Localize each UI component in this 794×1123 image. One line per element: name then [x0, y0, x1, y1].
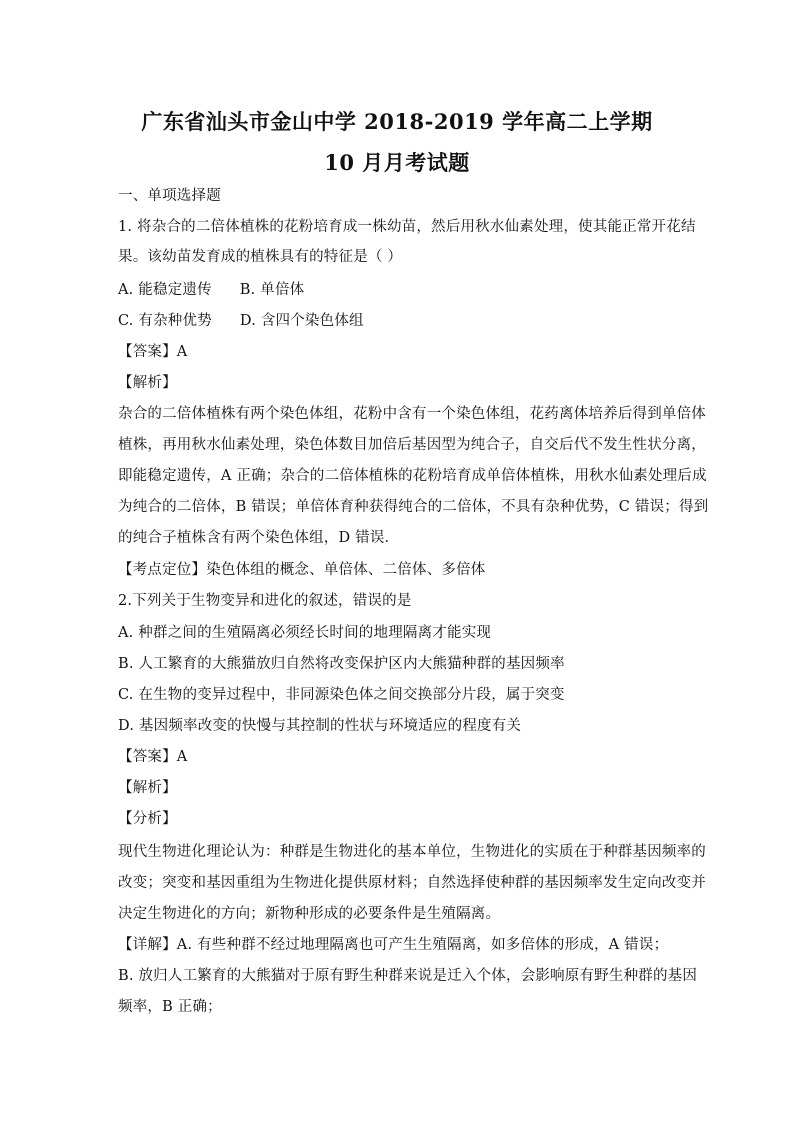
q2-xiangjie-line: B. 放归人工繁育的大熊猫对于原有野生种群来说是迁入个体，会影响原有野生种群的基因 — [118, 968, 698, 984]
q1-answer: 【答案】A — [118, 344, 188, 360]
q1-analysis-label: 【解析】 — [118, 375, 177, 391]
q2-option-a: A. 种群之间的生殖隔离必须经长时间的地理隔离才能实现 — [118, 625, 492, 641]
q2-stem: 2.下列关于生物变异和进化的叙述，错误的是 — [118, 593, 412, 609]
q2-fenxi-line: 现代生物进化理论认为：种群是生物进化的基本单位，生物进化的实质在于种群基因频率的 — [118, 844, 706, 860]
q2-xiangjie-line: 频率，B 正确； — [118, 999, 222, 1015]
q1-options-cd — [118, 311, 678, 331]
q1-analysis-line: 的纯合子植株含有两个染色体组，D 错误． — [118, 530, 400, 546]
q1-analysis-line: 即能稳定遗传，A 正确；杂合的二倍体植株的花粉培育成单倍体植株，用秋水仙素处理后成 — [118, 468, 707, 484]
q1-stem-line1: 1. 将杂合的二倍体植株的花粉培育成一株幼苗，然后用秋水仙素处理，使其能正常开花结 — [118, 219, 696, 235]
q2-option-c: C. 在生物的变异过程中，非同源染色体之间交换部分片段，属于突变 — [118, 687, 565, 703]
q2-option-d: D. 基因频率改变的快慢与其控制的性状与环境适应的程度有关 — [118, 718, 522, 734]
q1-stem-line2: 果。该幼苗发育成的植株具有的特征是（ ） — [118, 249, 403, 265]
doc-title-line1: 广东省汕头市金山中学 2018-2019 学年高二上学期 — [141, 109, 653, 134]
q2-xiangjie-line: 【详解】A. 有些种群不经过地理隔离也可产生生殖隔离，如多倍体的形成，A 错误； — [118, 937, 669, 953]
q1-option-a: A. 能稳定遗传 — [118, 282, 212, 298]
q2-option-b: B. 人工繁育的大熊猫放归自然将改变保护区内大熊猫种群的基因频率 — [118, 656, 565, 672]
q1-option-c: C. 有杂种优势 — [118, 313, 212, 329]
q1-analysis-line: 杂合的二倍体植株有两个染色体组，花粉中含有一个染色体组，花药离体培养后得到单倍体 — [118, 406, 706, 422]
q2-analysis-label: 【解析】 — [118, 780, 177, 796]
section-heading: 一、单项选择题 — [118, 188, 221, 204]
q2-fenxi-label: 【分析】 — [118, 811, 177, 827]
q1-kaodian: 【考点定位】染色体组的概念、单倍体、二倍体、多倍体 — [118, 562, 486, 578]
q1-analysis-line: 植株，再用秋水仙素处理，染色体数目加倍后基因型为纯合子，自交后代不发生性状分离， — [118, 437, 706, 453]
q2-answer: 【答案】A — [118, 749, 188, 765]
q1-option-d: D. 含四个染色体组 — [239, 313, 364, 329]
q1-option-b: B. 单倍体 — [239, 282, 305, 298]
q1-analysis-line: 为纯合的二倍体，B 错误；单倍体育种获得纯合的二倍体，不具有杂种优势，C 错误；得到 — [118, 499, 709, 515]
doc-title-line2: 10 月月考试题 — [324, 150, 470, 175]
q1-options-ab — [118, 280, 678, 300]
q2-fenxi-line: 决定生物进化的方向；新物种形成的必要条件是生殖隔离。 — [118, 906, 501, 922]
q2-fenxi-line: 改变；突变和基因重组为生物进化提供原材料；自然选择使种群的基因频率发生定向改变并 — [118, 875, 706, 891]
